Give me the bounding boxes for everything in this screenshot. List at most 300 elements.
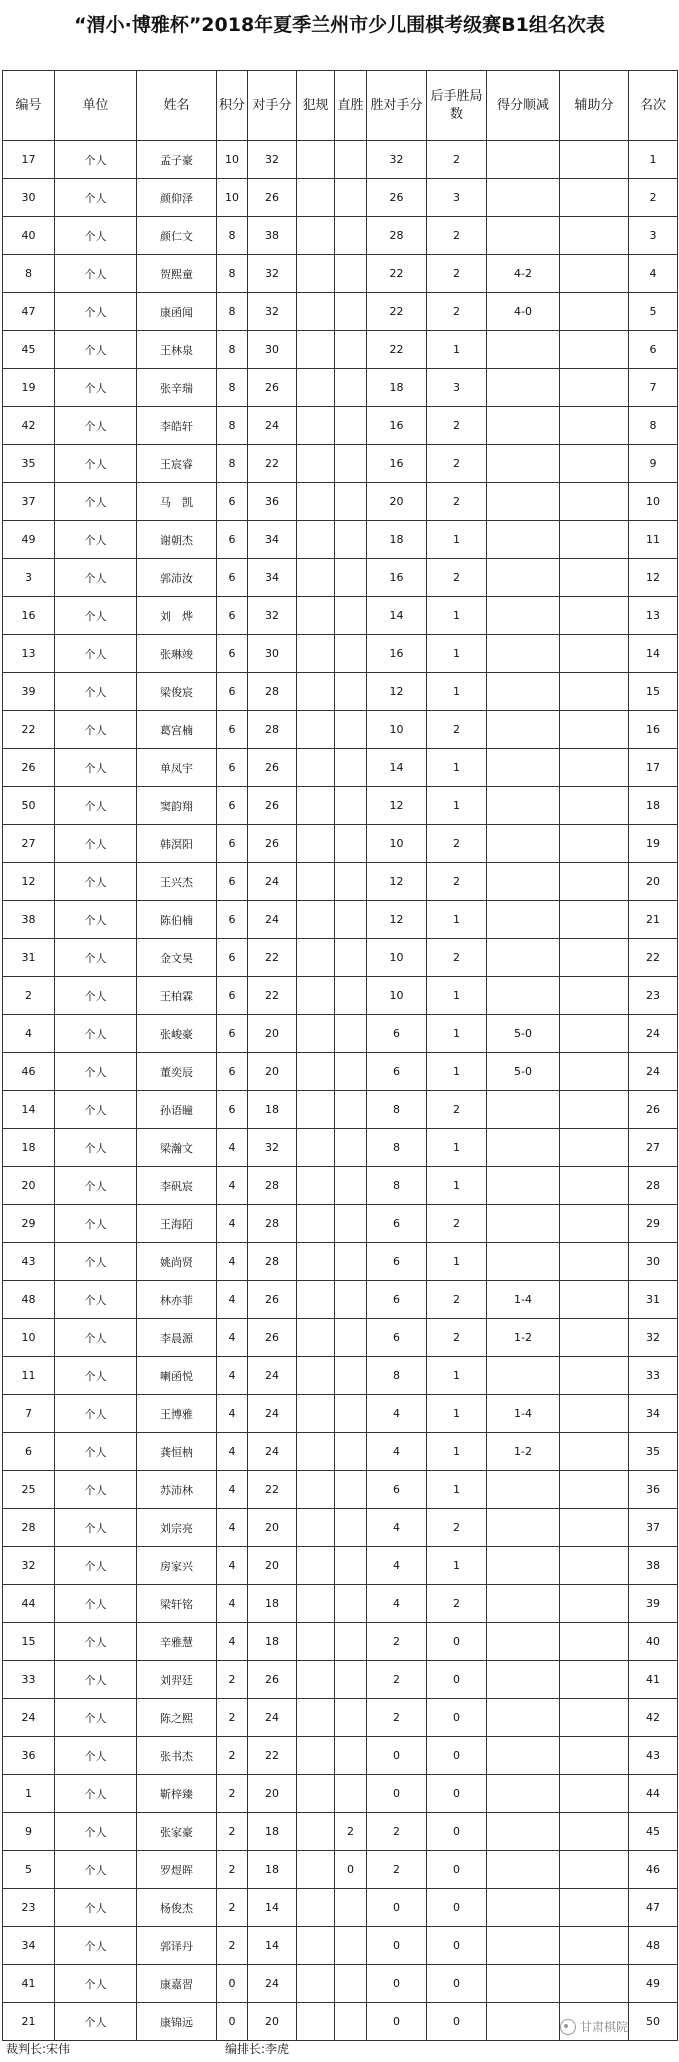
cell-auxiliary-score	[560, 1053, 629, 1091]
cell-direct-win	[335, 255, 367, 293]
cell-unit: 个人	[55, 559, 137, 597]
cell-unit: 个人	[55, 1319, 137, 1357]
table-row	[3, 293, 678, 331]
cell-points: 2	[217, 1927, 248, 1965]
cell-points: 10	[217, 179, 248, 217]
cell-opponent-score: 28	[248, 1167, 297, 1205]
cell-auxiliary-score	[560, 863, 629, 901]
cell-number: 6	[3, 1433, 55, 1471]
cell-score-deduction	[487, 217, 560, 255]
table-body	[3, 141, 678, 2041]
cell-direct-win	[335, 1167, 367, 1205]
cell-auxiliary-score	[560, 1243, 629, 1281]
cell-opponent-score: 18	[248, 1585, 297, 1623]
cell-auxiliary-score	[560, 1623, 629, 1661]
cell-name: 贺熙童	[137, 255, 217, 293]
cell-score-deduction	[487, 787, 560, 825]
table-row	[3, 179, 678, 217]
cell-win-opponent-score: 12	[367, 787, 427, 825]
cell-second-hand-wins: 0	[427, 1813, 487, 1851]
cell-score-deduction	[487, 2003, 560, 2041]
cell-second-hand-wins: 2	[427, 711, 487, 749]
cell-auxiliary-score	[560, 749, 629, 787]
cell-opponent-score: 28	[248, 711, 297, 749]
cell-direct-win	[335, 749, 367, 787]
cell-auxiliary-score	[560, 673, 629, 711]
cell-opponent-score: 36	[248, 483, 297, 521]
cell-foul	[297, 673, 335, 711]
cell-win-opponent-score: 8	[367, 1357, 427, 1395]
cell-direct-win	[335, 1091, 367, 1129]
table-row	[3, 597, 678, 635]
column-header-unit: 单位	[55, 71, 137, 141]
cell-win-opponent-score: 8	[367, 1167, 427, 1205]
cell-number: 29	[3, 1205, 55, 1243]
cell-score-deduction	[487, 407, 560, 445]
cell-rank: 32	[629, 1319, 678, 1357]
cell-name: 喇函悦	[137, 1357, 217, 1395]
cell-name: 苏沛林	[137, 1471, 217, 1509]
cell-direct-win	[335, 1281, 367, 1319]
cell-name: 康嘉習	[137, 1965, 217, 2003]
cell-second-hand-wins: 1	[427, 977, 487, 1015]
cell-score-deduction: 5-0	[487, 1015, 560, 1053]
cell-unit: 个人	[55, 1243, 137, 1281]
cell-foul	[297, 1547, 335, 1585]
cell-foul	[297, 1737, 335, 1775]
cell-score-deduction	[487, 1243, 560, 1281]
cell-points: 2	[217, 1661, 248, 1699]
cell-opponent-score: 28	[248, 1205, 297, 1243]
cell-rank: 34	[629, 1395, 678, 1433]
cell-number: 50	[3, 787, 55, 825]
cell-unit: 个人	[55, 1661, 137, 1699]
wechat-icon	[560, 2019, 576, 2035]
cell-name: 韩溟阳	[137, 825, 217, 863]
cell-rank: 41	[629, 1661, 678, 1699]
cell-rank: 33	[629, 1357, 678, 1395]
table-row	[3, 1243, 678, 1281]
cell-rank: 40	[629, 1623, 678, 1661]
cell-number: 28	[3, 1509, 55, 1547]
cell-second-hand-wins: 1	[427, 1167, 487, 1205]
cell-name: 刘羿廷	[137, 1661, 217, 1699]
cell-name: 马 凯	[137, 483, 217, 521]
cell-number: 36	[3, 1737, 55, 1775]
cell-points: 8	[217, 445, 248, 483]
cell-points: 10	[217, 141, 248, 179]
cell-foul	[297, 559, 335, 597]
cell-direct-win	[335, 1775, 367, 1813]
cell-win-opponent-score: 6	[367, 1471, 427, 1509]
cell-points: 6	[217, 483, 248, 521]
cell-direct-win	[335, 331, 367, 369]
cell-score-deduction	[487, 559, 560, 597]
cell-score-deduction	[487, 1471, 560, 1509]
cell-score-deduction: 1-4	[487, 1281, 560, 1319]
cell-unit: 个人	[55, 1053, 137, 1091]
cell-rank: 15	[629, 673, 678, 711]
cell-number: 2	[3, 977, 55, 1015]
table-row	[3, 1927, 678, 1965]
cell-foul	[297, 901, 335, 939]
cell-auxiliary-score	[560, 1547, 629, 1585]
cell-auxiliary-score	[560, 445, 629, 483]
table-row	[3, 635, 678, 673]
cell-name: 王海陌	[137, 1205, 217, 1243]
cell-rank: 28	[629, 1167, 678, 1205]
cell-opponent-score: 24	[248, 1395, 297, 1433]
cell-name: 郭沛汝	[137, 559, 217, 597]
cell-points: 4	[217, 1319, 248, 1357]
cell-unit: 个人	[55, 749, 137, 787]
cell-rank: 36	[629, 1471, 678, 1509]
cell-unit: 个人	[55, 1813, 137, 1851]
table-row	[3, 1813, 678, 1851]
cell-unit: 个人	[55, 1281, 137, 1319]
cell-opponent-score: 24	[248, 1965, 297, 2003]
cell-unit: 个人	[55, 483, 137, 521]
cell-rank: 22	[629, 939, 678, 977]
cell-auxiliary-score	[560, 407, 629, 445]
table-row	[3, 787, 678, 825]
cell-auxiliary-score	[560, 977, 629, 1015]
cell-points: 6	[217, 521, 248, 559]
cell-second-hand-wins: 1	[427, 1015, 487, 1053]
table-row	[3, 217, 678, 255]
table-row	[3, 711, 678, 749]
cell-number: 13	[3, 635, 55, 673]
cell-second-hand-wins: 1	[427, 635, 487, 673]
cell-auxiliary-score	[560, 179, 629, 217]
cell-opponent-score: 32	[248, 141, 297, 179]
table-row	[3, 901, 678, 939]
cell-score-deduction	[487, 635, 560, 673]
cell-name: 窦韵翔	[137, 787, 217, 825]
cell-points: 2	[217, 1775, 248, 1813]
cell-win-opponent-score: 4	[367, 1433, 427, 1471]
cell-number: 31	[3, 939, 55, 977]
cell-name: 孙语瞳	[137, 1091, 217, 1129]
cell-foul	[297, 939, 335, 977]
cell-win-opponent-score: 10	[367, 939, 427, 977]
table-row	[3, 1471, 678, 1509]
cell-points: 2	[217, 1699, 248, 1737]
cell-rank: 38	[629, 1547, 678, 1585]
cell-number: 26	[3, 749, 55, 787]
cell-score-deduction	[487, 445, 560, 483]
table-row	[3, 1661, 678, 1699]
cell-score-deduction	[487, 179, 560, 217]
cell-second-hand-wins: 1	[427, 1471, 487, 1509]
cell-direct-win	[335, 1585, 367, 1623]
cell-unit: 个人	[55, 141, 137, 179]
cell-points: 4	[217, 1129, 248, 1167]
cell-opponent-score: 26	[248, 1661, 297, 1699]
cell-name: 杨俊杰	[137, 1889, 217, 1927]
cell-rank: 23	[629, 977, 678, 1015]
cell-number: 18	[3, 1129, 55, 1167]
cell-opponent-score: 24	[248, 1699, 297, 1737]
cell-rank: 6	[629, 331, 678, 369]
cell-rank: 14	[629, 635, 678, 673]
cell-points: 4	[217, 1623, 248, 1661]
cell-number: 15	[3, 1623, 55, 1661]
cell-direct-win	[335, 1395, 367, 1433]
cell-unit: 个人	[55, 331, 137, 369]
cell-rank: 27	[629, 1129, 678, 1167]
cell-points: 4	[217, 1205, 248, 1243]
cell-unit: 个人	[55, 521, 137, 559]
table-row	[3, 1775, 678, 1813]
cell-points: 8	[217, 255, 248, 293]
cell-name: 姚尚贤	[137, 1243, 217, 1281]
cell-win-opponent-score: 28	[367, 217, 427, 255]
cell-number: 44	[3, 1585, 55, 1623]
cell-win-opponent-score: 0	[367, 1775, 427, 1813]
cell-direct-win	[335, 1965, 367, 2003]
cell-direct-win	[335, 711, 367, 749]
cell-number: 33	[3, 1661, 55, 1699]
cell-number: 1	[3, 1775, 55, 1813]
cell-foul	[297, 483, 335, 521]
cell-points: 6	[217, 825, 248, 863]
cell-unit: 个人	[55, 673, 137, 711]
cell-auxiliary-score	[560, 1167, 629, 1205]
cell-number: 43	[3, 1243, 55, 1281]
cell-second-hand-wins: 2	[427, 217, 487, 255]
cell-opponent-score: 22	[248, 939, 297, 977]
cell-name: 葛宫楠	[137, 711, 217, 749]
cell-unit: 个人	[55, 1091, 137, 1129]
cell-unit: 个人	[55, 1471, 137, 1509]
cell-name: 颜仁文	[137, 217, 217, 255]
cell-opponent-score: 26	[248, 369, 297, 407]
cell-auxiliary-score	[560, 1585, 629, 1623]
cell-win-opponent-score: 16	[367, 445, 427, 483]
table-row	[3, 1737, 678, 1775]
cell-second-hand-wins: 0	[427, 1965, 487, 2003]
cell-number: 11	[3, 1357, 55, 1395]
table-header-row	[3, 71, 678, 141]
cell-foul	[297, 1471, 335, 1509]
cell-points: 2	[217, 1889, 248, 1927]
cell-second-hand-wins: 3	[427, 369, 487, 407]
cell-unit: 个人	[55, 1509, 137, 1547]
cell-score-deduction	[487, 749, 560, 787]
cell-opponent-score: 34	[248, 521, 297, 559]
cell-win-opponent-score: 16	[367, 407, 427, 445]
cell-opponent-score: 28	[248, 673, 297, 711]
cell-score-deduction	[487, 1927, 560, 1965]
cell-unit: 个人	[55, 1433, 137, 1471]
referee-label: 裁判长:宋伟	[6, 2042, 71, 2056]
cell-foul	[297, 1661, 335, 1699]
cell-direct-win	[335, 217, 367, 255]
cell-score-deduction	[487, 1509, 560, 1547]
cell-second-hand-wins: 0	[427, 1851, 487, 1889]
cell-auxiliary-score	[560, 1737, 629, 1775]
cell-unit: 个人	[55, 1205, 137, 1243]
cell-points: 4	[217, 1167, 248, 1205]
cell-score-deduction	[487, 901, 560, 939]
cell-score-deduction: 1-2	[487, 1433, 560, 1471]
cell-unit: 个人	[55, 407, 137, 445]
cell-rank: 49	[629, 1965, 678, 2003]
cell-second-hand-wins: 0	[427, 1775, 487, 1813]
cell-score-deduction	[487, 1623, 560, 1661]
cell-win-opponent-score: 0	[367, 1889, 427, 1927]
cell-rank: 50	[629, 2003, 678, 2041]
cell-win-opponent-score: 4	[367, 1547, 427, 1585]
cell-name: 孟子豪	[137, 141, 217, 179]
cell-score-deduction: 5-0	[487, 1053, 560, 1091]
cell-opponent-score: 14	[248, 1889, 297, 1927]
cell-win-opponent-score: 2	[367, 1813, 427, 1851]
cell-second-hand-wins: 1	[427, 1547, 487, 1585]
cell-opponent-score: 22	[248, 1471, 297, 1509]
cell-opponent-score: 18	[248, 1851, 297, 1889]
cell-second-hand-wins: 1	[427, 749, 487, 787]
cell-win-opponent-score: 0	[367, 1737, 427, 1775]
cell-direct-win	[335, 597, 367, 635]
cell-unit: 个人	[55, 255, 137, 293]
table-row	[3, 407, 678, 445]
cell-direct-win	[335, 1243, 367, 1281]
cell-second-hand-wins: 0	[427, 1699, 487, 1737]
cell-score-deduction	[487, 1585, 560, 1623]
cell-direct-win	[335, 1053, 367, 1091]
cell-number: 47	[3, 293, 55, 331]
cell-number: 48	[3, 1281, 55, 1319]
table-row	[3, 1281, 678, 1319]
cell-rank: 24	[629, 1015, 678, 1053]
cell-number: 9	[3, 1813, 55, 1851]
cell-auxiliary-score	[560, 825, 629, 863]
cell-second-hand-wins: 1	[427, 787, 487, 825]
cell-second-hand-wins: 1	[427, 331, 487, 369]
cell-name: 梁俊宸	[137, 673, 217, 711]
cell-points: 8	[217, 217, 248, 255]
cell-opponent-score: 26	[248, 179, 297, 217]
cell-points: 6	[217, 901, 248, 939]
table-row	[3, 1585, 678, 1623]
cell-direct-win	[335, 1357, 367, 1395]
cell-direct-win	[335, 825, 367, 863]
cell-opponent-score: 24	[248, 407, 297, 445]
cell-unit: 个人	[55, 787, 137, 825]
table-row	[3, 1053, 678, 1091]
cell-name: 陈之熙	[137, 1699, 217, 1737]
table-row	[3, 1509, 678, 1547]
cell-rank: 1	[629, 141, 678, 179]
cell-name: 刘宗亮	[137, 1509, 217, 1547]
ranking-table	[2, 70, 678, 2041]
cell-auxiliary-score	[560, 939, 629, 977]
cell-auxiliary-score	[560, 217, 629, 255]
cell-second-hand-wins: 1	[427, 1395, 487, 1433]
cell-points: 8	[217, 407, 248, 445]
cell-win-opponent-score: 8	[367, 1091, 427, 1129]
cell-foul	[297, 331, 335, 369]
cell-rank: 5	[629, 293, 678, 331]
cell-win-opponent-score: 0	[367, 2003, 427, 2041]
cell-win-opponent-score: 26	[367, 179, 427, 217]
cell-win-opponent-score: 18	[367, 521, 427, 559]
cell-opponent-score: 28	[248, 1243, 297, 1281]
cell-auxiliary-score	[560, 711, 629, 749]
table-row	[3, 1433, 678, 1471]
cell-points: 6	[217, 559, 248, 597]
cell-points: 6	[217, 635, 248, 673]
cell-number: 19	[3, 369, 55, 407]
cell-opponent-score: 32	[248, 255, 297, 293]
cell-unit: 个人	[55, 369, 137, 407]
cell-second-hand-wins: 2	[427, 483, 487, 521]
cell-foul	[297, 1395, 335, 1433]
cell-number: 23	[3, 1889, 55, 1927]
cell-number: 30	[3, 179, 55, 217]
cell-opponent-score: 32	[248, 293, 297, 331]
cell-unit: 个人	[55, 1585, 137, 1623]
page-title: “渭小·博雅杯”2018年夏季兰州市少儿围棋考级赛B1组名次表	[74, 14, 605, 36]
cell-unit: 个人	[55, 1965, 137, 2003]
cell-rank: 48	[629, 1927, 678, 1965]
cell-foul	[297, 787, 335, 825]
cell-number: 40	[3, 217, 55, 255]
cell-second-hand-wins: 2	[427, 1319, 487, 1357]
cell-foul	[297, 2003, 335, 2041]
cell-win-opponent-score: 6	[367, 1281, 427, 1319]
cell-foul	[297, 635, 335, 673]
cell-rank: 31	[629, 1281, 678, 1319]
cell-foul	[297, 711, 335, 749]
cell-second-hand-wins: 2	[427, 863, 487, 901]
cell-name: 张书杰	[137, 1737, 217, 1775]
cell-direct-win	[335, 293, 367, 331]
cell-name: 王博雅	[137, 1395, 217, 1433]
cell-rank: 43	[629, 1737, 678, 1775]
cell-auxiliary-score	[560, 1851, 629, 1889]
arranger-label: 编排长:李虎	[225, 2042, 290, 2056]
cell-second-hand-wins: 2	[427, 255, 487, 293]
cell-win-opponent-score: 10	[367, 977, 427, 1015]
table-row	[3, 1965, 678, 2003]
cell-score-deduction	[487, 1813, 560, 1851]
cell-auxiliary-score	[560, 255, 629, 293]
cell-direct-win	[335, 1927, 367, 1965]
table-row	[3, 749, 678, 787]
cell-direct-win	[335, 787, 367, 825]
cell-score-deduction	[487, 939, 560, 977]
cell-win-opponent-score: 14	[367, 749, 427, 787]
cell-foul	[297, 1015, 335, 1053]
cell-win-opponent-score: 6	[367, 1205, 427, 1243]
cell-auxiliary-score	[560, 141, 629, 179]
column-header-points: 积分	[217, 71, 248, 141]
cell-opponent-score: 34	[248, 559, 297, 597]
cell-opponent-score: 20	[248, 1015, 297, 1053]
cell-opponent-score: 22	[248, 1737, 297, 1775]
column-header-second-hand-wins: 后手胜局数	[427, 71, 487, 141]
cell-score-deduction	[487, 863, 560, 901]
cell-number: 5	[3, 1851, 55, 1889]
cell-second-hand-wins: 3	[427, 179, 487, 217]
cell-win-opponent-score: 4	[367, 1585, 427, 1623]
cell-name: 郭译丹	[137, 1927, 217, 1965]
cell-name: 金文昊	[137, 939, 217, 977]
table-row	[3, 1205, 678, 1243]
